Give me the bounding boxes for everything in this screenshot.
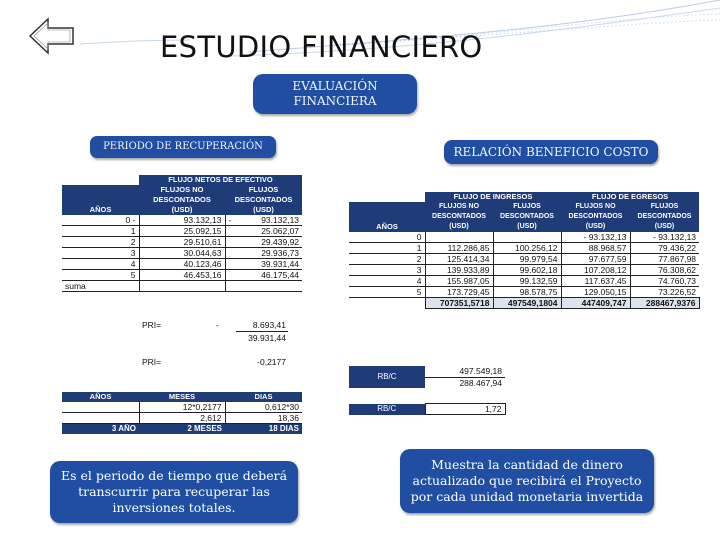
time-table — [62, 392, 302, 434]
col-header-anos — [349, 202, 425, 232]
days-cell: 18 DIAS — [225, 424, 302, 435]
year-cell: 5 — [349, 287, 425, 298]
col-no-desc-label: FLUJOS NO DESCONTADOS (USD) — [153, 185, 211, 214]
table-row — [62, 270, 302, 281]
table-row — [349, 243, 699, 254]
table-row — [62, 424, 302, 435]
col-header-dias: DIAS — [225, 392, 302, 402]
sign-cell: - — [228, 215, 232, 225]
rbc-denominator: 288.467,94 — [459, 377, 502, 388]
col-header-ing-d: FLUJOS DESCONTADOS (USD) — [493, 202, 561, 232]
desc-cell: 46.175,44 — [225, 270, 302, 281]
ing-d-cell: 98.578,75 — [493, 287, 561, 298]
blank-cell — [62, 175, 139, 185]
sign-cell: - — [132, 215, 136, 225]
eg-d-cell: 73.226,52 — [630, 287, 699, 298]
eg-nd-cell: 107.208,12 — [561, 265, 630, 276]
no-desc-cell: 46.453,16 — [139, 270, 225, 281]
desc-cell: 29.439,92 — [225, 237, 302, 248]
year-cell: 3 — [62, 248, 139, 259]
rbc-label: RB/C — [349, 366, 425, 388]
desc-cell: 25.062,07 — [225, 226, 302, 237]
days-cell: 0,612*30 — [225, 402, 302, 413]
ing-nd-cell: 173.729,45 — [425, 287, 493, 298]
table-row — [349, 232, 699, 243]
table-row — [349, 254, 699, 265]
eg-nd-cell: 97.677,59 — [561, 254, 630, 265]
year-cell: 4 — [62, 259, 139, 270]
col-header-anos: AÑOS — [62, 392, 139, 402]
group-header-ingresos: FLUJO DE INGRESOS — [425, 192, 561, 202]
rbc-result-table — [349, 403, 506, 415]
eg-nd-cell: 129.050,15 — [561, 287, 630, 298]
eg-d-cell: - 93.132,13 — [630, 232, 699, 243]
payback-header: PERIODO DE RECUPERACIÓN — [90, 136, 276, 158]
col-header-no-desc — [139, 185, 225, 215]
group-header-egresos: FLUJO DE EGRESOS — [561, 192, 699, 202]
totals-row — [349, 298, 699, 309]
table-row — [62, 226, 302, 237]
col-anos-label: AÑOS — [89, 205, 112, 214]
table-row — [349, 276, 699, 287]
year-cell — [62, 402, 139, 413]
desc-value: 93.132,13 — [261, 215, 300, 225]
col-header-eg-nd: FLUJOS NO DESCONTADOS (USD) — [561, 202, 630, 232]
table-row — [62, 237, 302, 248]
fraction-line — [236, 331, 288, 332]
ing-nd-cell: 112.286,85 — [425, 243, 493, 254]
pri-label: PRI= — [142, 357, 162, 367]
no-desc-cell: 25.092,15 — [139, 226, 225, 237]
no-desc-cell: 93.132,13 — [139, 215, 225, 226]
desc-cell: 39.931,44 — [225, 259, 302, 270]
no-desc-cell: 29.510,61 — [139, 237, 225, 248]
year-cell: 2 — [349, 254, 425, 265]
ing-d-cell: 99.602,18 — [493, 265, 561, 276]
back-arrow-icon[interactable] — [28, 16, 76, 56]
total-eg-d: 288467,9376 — [630, 298, 699, 309]
months-cell: 12*0,2177 — [139, 402, 225, 413]
months-cell: 2,612 — [139, 413, 225, 424]
col-header-ing-nd: FLUJOS NO DESCONTADOS (USD) — [425, 202, 493, 232]
ing-nd-cell: 125.414,34 — [425, 254, 493, 265]
pri-sign: - — [216, 320, 219, 330]
year-cell: 0 — [349, 232, 425, 243]
ing-d-cell — [493, 232, 561, 243]
benefit-cost-header: RELACIÓN BENEFICIO COSTO — [444, 140, 658, 164]
eg-d-cell: 79.436,22 — [630, 243, 699, 254]
pri-result: -0,2177 — [257, 357, 286, 367]
benefit-cost-table — [349, 192, 700, 309]
col-header-eg-d: FLUJOS DESCONTADOS (USD) — [630, 202, 699, 232]
desc-cell: 29.936,73 — [225, 248, 302, 259]
table-row — [62, 215, 302, 226]
ing-d-cell: 99.132,59 — [493, 276, 561, 287]
year-cell: 4 — [349, 276, 425, 287]
table-row — [62, 248, 302, 259]
col-header-anos — [62, 185, 139, 215]
eg-d-cell: 77.867,98 — [630, 254, 699, 265]
table-row — [62, 259, 302, 270]
ing-nd-cell — [425, 232, 493, 243]
blank-cell — [349, 192, 425, 202]
year-cell: 0 — [125, 215, 131, 225]
evaluation-label: EVALUACIÓN FINANCIERA — [292, 79, 378, 108]
ing-d-cell: 100.256,12 — [493, 243, 561, 254]
payback-description — [50, 461, 298, 523]
year-cell: 3 AÑO — [62, 424, 139, 435]
year-cell: 2 — [62, 237, 139, 248]
col-header-meses: MESES — [139, 392, 225, 402]
eg-d-cell: 74.760,73 — [630, 276, 699, 287]
rbc-numerator: 497.549,18 — [425, 366, 505, 377]
rbc-label: RB/C — [349, 404, 425, 415]
total-ing-nd: 707351,5718 — [425, 298, 493, 309]
col-header-desc — [225, 185, 302, 215]
ing-nd-cell: 155.987,05 — [425, 276, 493, 287]
benefit-cost-description — [400, 449, 654, 513]
no-desc-cell: 40.123,46 — [139, 259, 225, 270]
blank-cell — [139, 281, 225, 292]
rbc-fraction-table — [349, 366, 505, 388]
table-row — [62, 413, 302, 424]
pri-numerator: 8.693,41 — [252, 320, 286, 330]
months-cell: 2 MESES — [139, 424, 225, 435]
pri-label: PRI= — [142, 320, 162, 330]
evaluation-badge — [253, 74, 417, 114]
eg-nd-cell: 117.637,45 — [561, 276, 630, 287]
desc-cell — [225, 215, 302, 226]
col-anos-label: AÑOS — [376, 222, 398, 231]
ing-d-cell: 99.979,54 — [493, 254, 561, 265]
total-eg-nd: 447409,747 — [561, 298, 630, 309]
eg-nd-cell: - 93.132,13 — [561, 232, 630, 243]
year-cell: 5 — [62, 270, 139, 281]
benefit-cost-description-text: Muestra la cantidad de dinero actualizado que recibirá el Proyecto por cada unidad monetaria invertida — [410, 457, 644, 504]
col-desc-label: FLUJOS DESCONTADOS (USD) — [234, 185, 293, 214]
year-cell: 1 — [349, 243, 425, 254]
eg-nd-cell: 88.968,57 — [561, 243, 630, 254]
year-cell: 1 — [62, 226, 139, 237]
blank-cell — [349, 298, 425, 309]
ing-nd-cell: 139.933,89 — [425, 265, 493, 276]
no-desc-cell: 30.044,63 — [139, 248, 225, 259]
blank-cell — [225, 281, 302, 292]
year-cell — [62, 413, 139, 424]
pri-denominator: 39.931,44 — [248, 333, 286, 343]
payback-description-text: Es el periodo de tiempo que deberá transcurrir para recuperar las inversiones totales. — [60, 468, 288, 515]
group-header: FLUJO NETOS DE EFECTIVO — [139, 175, 302, 185]
payback-table — [62, 175, 302, 292]
table-row — [349, 287, 699, 298]
days-cell: 18,36 — [225, 413, 302, 424]
rbc-result: 1,72 — [425, 404, 505, 415]
year-cell: 3 — [349, 265, 425, 276]
suma-label: suma — [62, 281, 139, 292]
table-row — [62, 402, 302, 413]
suma-row — [62, 281, 302, 292]
page-title: ESTUDIO FINANCIERO — [160, 30, 483, 64]
eg-d-cell: 76.308,62 — [630, 265, 699, 276]
table-row — [349, 265, 699, 276]
total-ing-d: 497549,1804 — [493, 298, 561, 309]
